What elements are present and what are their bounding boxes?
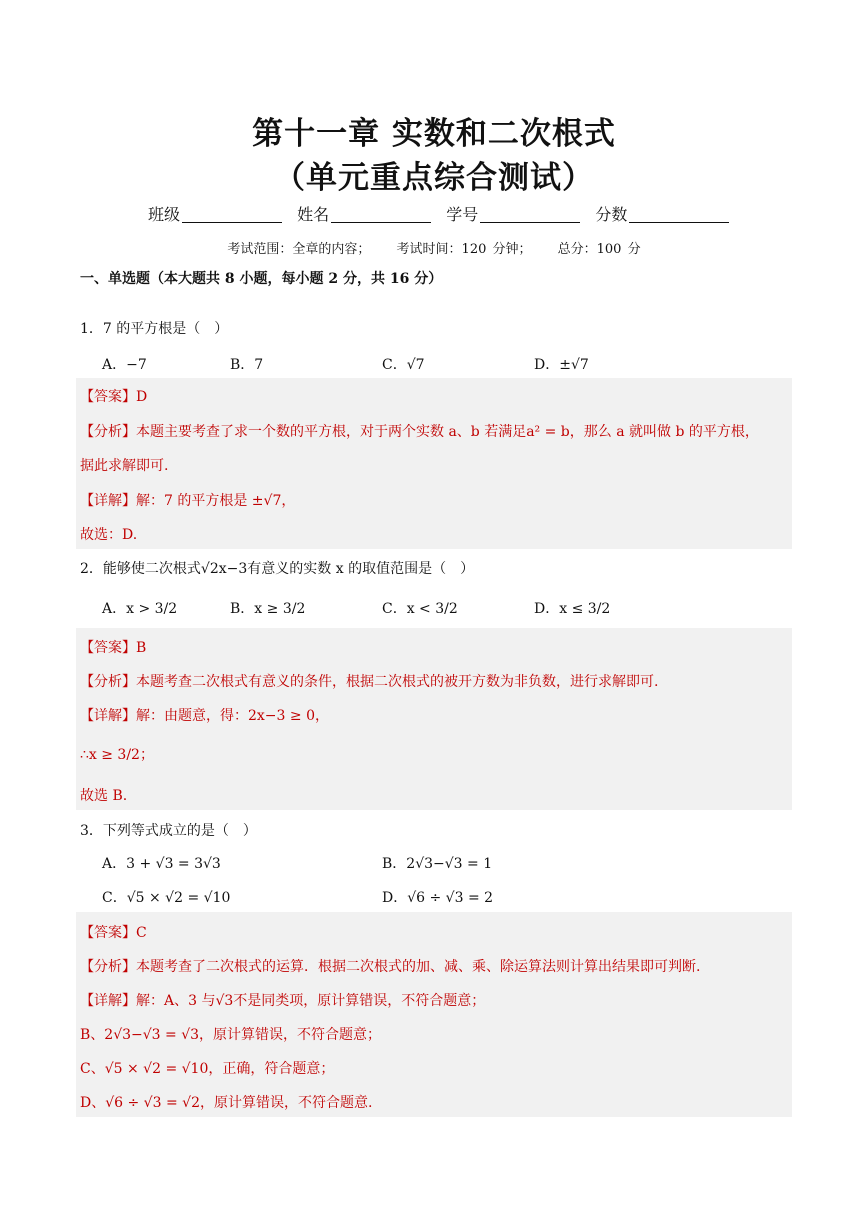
- student-id-blank: [480, 206, 580, 223]
- question-1-option-b: B．7: [230, 357, 264, 373]
- question-1-stem: 1．7 的平方根是（ ）: [80, 321, 229, 337]
- answer-tag: 【详解】: [80, 708, 136, 724]
- class-blank: [182, 206, 282, 223]
- question-3-answer-box: [76, 912, 792, 1117]
- exam-info: [0, 238, 868, 257]
- analysis-line: 【分析】本题考查二次根式有意义的条件，根据二次根式的被开方数为非负数，进行求解即可.: [80, 674, 659, 690]
- analysis-line: 【分析】本题考查了二次根式的运算．根据二次根式的加、减、乘、除运算法则计算出结果即可判断.: [80, 959, 701, 975]
- detail-line: C、√5 × √2 = √10，正确，符合题意；: [80, 1061, 335, 1077]
- detail-line: 【详解】解：7 的平方根是 ±√7，: [80, 493, 296, 509]
- question-3-option-c: C．√5 × √2 = √10: [102, 890, 231, 906]
- answer-line: 【答案】C: [80, 925, 147, 941]
- section-heading: 一、单选题（本大题共 8 小题，每小题 2 分，共 16 分）: [80, 271, 443, 287]
- conclusion-line: 故选：D.: [80, 527, 138, 543]
- answer-tag: 【分析】: [80, 674, 136, 690]
- score-label: 分数: [595, 205, 628, 224]
- page-subtitle: （单元重点综合测试）: [274, 160, 594, 196]
- question-3-option-b: B．2√3−√3 = 1: [382, 856, 493, 872]
- exam-time: 考试时间：120 分钟；: [396, 242, 532, 257]
- detail-line: 【详解】解：A、3 与√3不是同类项，原计算错误，不符合题意；: [80, 993, 486, 1009]
- name-blank: [331, 206, 431, 223]
- question-3-option-d: D．√6 ÷ √3 = 2: [382, 890, 494, 906]
- class-label: 班级: [148, 205, 181, 224]
- detail-line: ∴x ≥ 3/2；: [80, 747, 154, 763]
- answer-tag: 【详解】: [80, 493, 136, 509]
- question-2-stem: 2．能够使二次根式√2x−3有意义的实数 x 的取值范围是（ ）: [80, 561, 475, 577]
- exam-scope: 考试范围：全章的内容；: [227, 242, 371, 257]
- answer-tag: 【答案】: [80, 925, 136, 941]
- question-3-option-a: A．3 + √3 = 3√3: [102, 856, 221, 872]
- answer-tag: 【分析】: [80, 959, 136, 975]
- answer-line: 【答案】B: [80, 640, 147, 656]
- exam-total: 总分：100 分: [557, 242, 641, 257]
- name-label: 姓名: [297, 205, 330, 224]
- question-1-answer-box: [76, 378, 792, 549]
- answer-tag: 【分析】: [80, 424, 136, 440]
- page-title: 第十一章 实数和二次根式: [252, 116, 616, 152]
- question-3-stem: 3．下列等式成立的是（ ）: [80, 823, 257, 839]
- question-2-option-d: D．x ≤ 3/2: [534, 601, 611, 617]
- question-1-option-a: A．−7: [102, 357, 147, 373]
- detail-line: D、√6 ÷ √3 = √2，原计算错误，不符合题意.: [80, 1095, 373, 1111]
- answer-tag: 【答案】: [80, 640, 136, 656]
- question-1-option-d: D．±√7: [534, 357, 589, 373]
- answer-line: 【答案】D: [80, 389, 148, 405]
- answer-tag: 【答案】: [80, 389, 136, 405]
- analysis-line: 据此求解即可.: [80, 458, 169, 474]
- question-1-option-c: C．√7: [382, 357, 425, 373]
- question-2-answer-box: [76, 628, 792, 810]
- question-2-option-c: C．x < 3/2: [382, 601, 458, 617]
- answer-tag: 【详解】: [80, 993, 136, 1009]
- student-info-fields: [148, 202, 739, 225]
- analysis-line: 【分析】本题主要考查了求一个数的平方根，对于两个实数 a、b 若满足a² = b，那么 a 就叫做 b 的平方根，: [80, 424, 759, 440]
- detail-line: B、2√3−√3 = √3，原计算错误，不符合题意；: [80, 1027, 382, 1043]
- score-blank: [629, 206, 729, 223]
- conclusion-line: 故选 B.: [80, 788, 128, 804]
- question-2-option-b: B．x ≥ 3/2: [230, 601, 306, 617]
- question-2-option-a: A．x > 3/2: [102, 601, 178, 617]
- student-id-label: 学号: [446, 205, 479, 224]
- detail-line: 【详解】解：由题意，得：2x−3 ≥ 0，: [80, 708, 329, 724]
